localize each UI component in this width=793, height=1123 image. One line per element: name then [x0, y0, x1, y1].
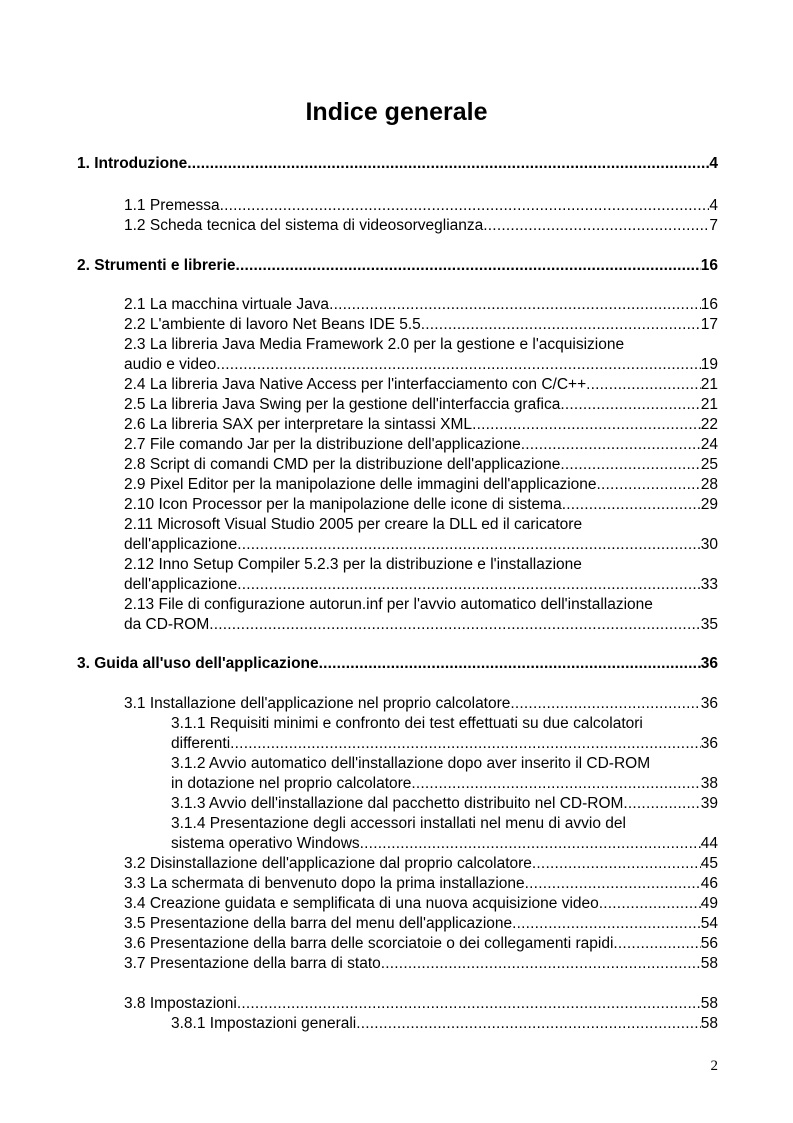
- toc-entry-page: 38: [700, 775, 718, 792]
- toc-entry-first-line: 3.1.2 Avvio automatico dell'installazione dopo aver inserito il CD-ROM: [171, 755, 651, 772]
- toc-leader-dots: [597, 475, 701, 495]
- toc-entry-label: differenti: [171, 735, 231, 752]
- toc-entry-label: 2.8 Script di comandi CMD per la distribuzione dell'applicazione: [124, 456, 561, 473]
- toc-entry-page: 36: [700, 655, 718, 672]
- toc-entry-page: 35: [700, 616, 718, 633]
- toc-entry-2-11[interactable]: [124, 515, 718, 555]
- toc-entry-2-9[interactable]: [124, 475, 718, 495]
- toc-leader-dots: [411, 774, 700, 794]
- toc-entry-page: 17: [700, 316, 718, 333]
- toc-entry-label: 2.5 La libreria Java Swing per la gestione dell'interfaccia grafica: [124, 396, 561, 413]
- toc-entry-label: 3.8 Impostazioni: [124, 995, 237, 1012]
- toc-entry-2-10[interactable]: [124, 495, 718, 515]
- toc-entry-label: da CD-ROM: [124, 616, 210, 633]
- toc-entry-first-line: 3.1.4 Presentazione degli accessori installati nel menu di avvio del: [171, 815, 626, 832]
- toc-entry-3-1[interactable]: [124, 694, 718, 714]
- toc-entry-2-6[interactable]: [124, 415, 718, 435]
- toc-entry-page: 58: [700, 955, 718, 972]
- toc-entry-2-4[interactable]: [124, 375, 718, 395]
- toc-leader-dots: [216, 355, 701, 375]
- toc-entry-page: 33: [700, 576, 718, 593]
- toc-entry-3-3[interactable]: [124, 874, 718, 894]
- toc-leader-dots: [237, 994, 701, 1014]
- toc-entry-3-1-3[interactable]: [171, 794, 718, 814]
- toc-entry-2-3[interactable]: [124, 335, 718, 375]
- toc-entry-page: 16: [700, 257, 718, 274]
- toc-entry-label: 2.4 La libreria Java Native Access per l'interfacciamento con C/C++: [124, 376, 587, 393]
- toc-entry-3-7[interactable]: [124, 954, 718, 974]
- toc-leader-dots: [613, 934, 700, 954]
- toc-leader-dots: [421, 315, 701, 335]
- toc-entry-3-1-4[interactable]: [171, 814, 718, 854]
- toc-leader-dots: [356, 1014, 700, 1034]
- toc-entry-label: 3.3 La schermata di benvenuto dopo la prima installazione: [124, 875, 525, 892]
- toc-entry-label: dell'applicazione: [124, 536, 238, 553]
- toc-entry-page: 21: [700, 396, 718, 413]
- toc-entry-page: 58: [700, 995, 718, 1012]
- toc-leader-dots: [586, 375, 701, 395]
- toc-leader-dots: [510, 694, 700, 714]
- toc-entry-3-6[interactable]: [124, 934, 718, 954]
- toc-entry-2-7[interactable]: [124, 435, 718, 455]
- toc-entry-page: 56: [700, 935, 718, 952]
- toc-entry-page: 58: [700, 1015, 718, 1032]
- toc-entry-page: 4: [709, 155, 718, 172]
- toc-entry-label: 2.1 La macchina virtuale Java: [124, 296, 330, 313]
- toc-entry-label: 2.10 Icon Processor per la manipolazione delle icone di sistema: [124, 496, 562, 513]
- toc-entry-page: 4: [709, 197, 718, 214]
- toc-leader-dots: [623, 794, 700, 814]
- toc-entry-first-line: 2.3 La libreria Java Media Framework 2.0 per la gestione e l'acquisizione: [124, 336, 625, 353]
- toc-entry-label: dell'applicazione: [124, 576, 238, 593]
- toc-entry-label: 2.2 L'ambiente di lavoro Net Beans IDE 5.5: [124, 316, 421, 333]
- toc-entry-2-12[interactable]: [124, 555, 718, 595]
- toc-entry-page: 19: [700, 356, 718, 373]
- toc-leader-dots: [236, 256, 701, 276]
- toc-entry-label: 3.8.1 Impostazioni generali: [171, 1015, 357, 1032]
- toc-entry-page: 29: [700, 496, 718, 513]
- toc-entry-page: 16: [700, 296, 718, 313]
- toc-entry-2-1[interactable]: [124, 295, 718, 315]
- toc-entry-page: 39: [700, 795, 718, 812]
- toc-leader-dots: [319, 654, 701, 674]
- page-number: 2: [710, 1058, 718, 1074]
- toc-entry-label: audio e video: [124, 356, 217, 373]
- toc-leader-dots: [230, 734, 701, 754]
- toc-entry-chapter-3[interactable]: [77, 654, 718, 674]
- toc-entry-label: 3.2 Disinstallazione dell'applicazione dal proprio calcolatore: [124, 855, 532, 872]
- toc-entry-page: 28: [700, 476, 718, 493]
- toc-entry-page: 45: [700, 855, 718, 872]
- toc-entry-label: 3. Guida all'uso dell'applicazione: [77, 655, 319, 672]
- toc-entry-first-line: 2.11 Microsoft Visual Studio 2005 per creare la DLL ed il caricatore: [124, 516, 583, 533]
- toc-leader-dots: [599, 894, 701, 914]
- toc-entry-first-line: 2.12 Inno Setup Compiler 5.2.3 per la distribuzione e l'installazione: [124, 556, 582, 573]
- toc-entry-label: 3.4 Creazione guidata e semplificata di una nuova acquisizione video: [124, 895, 599, 912]
- toc-entry-label: 2.7 File comando Jar per la distribuzione dell'applicazione: [124, 436, 521, 453]
- toc-entry-3-5[interactable]: [124, 914, 718, 934]
- toc-entry-3-4[interactable]: [124, 894, 718, 914]
- toc-leader-dots: [562, 495, 701, 515]
- toc-entry-2-13[interactable]: [124, 595, 718, 635]
- toc-entry-page: 21: [700, 376, 718, 393]
- toc-leader-dots: [472, 415, 701, 435]
- toc-entry-chapter-1[interactable]: [77, 154, 718, 174]
- toc-entry-3-1-2[interactable]: [171, 754, 718, 794]
- toc-entry-label: 1. Introduzione: [77, 155, 188, 172]
- toc-entry-page: 44: [700, 835, 718, 852]
- toc-entry-label: 2.9 Pixel Editor per la manipolazione delle immagini dell'applicazione: [124, 476, 597, 493]
- page-title: Indice generale: [305, 98, 488, 126]
- toc-entry-1-2[interactable]: [124, 216, 718, 236]
- toc-entry-label: 3.7 Presentazione della barra di stato: [124, 955, 381, 972]
- toc-entry-page: 46: [700, 875, 718, 892]
- toc-entry-label: 3.6 Presentazione della barra delle scorciatoie o dei collegamenti rapidi: [124, 935, 614, 952]
- toc-entry-3-1-1[interactable]: [171, 714, 718, 754]
- toc-entry-page: 54: [700, 915, 718, 932]
- toc-entry-label: 3.1 Installazione dell'applicazione nel proprio calcolatore: [124, 695, 511, 712]
- toc-entry-3-8[interactable]: [124, 994, 718, 1014]
- toc-entry-label: 1.2 Scheda tecnica del sistema di videosorveglianza: [124, 217, 484, 234]
- toc-leader-dots: [381, 954, 701, 974]
- toc-entry-2-8[interactable]: [124, 455, 718, 475]
- toc-entry-label: in dotazione nel proprio calcolatore: [171, 775, 412, 792]
- toc-entry-page: 7: [709, 217, 718, 234]
- toc-entry-first-line: 2.13 File di configurazione autorun.inf per l'avvio automatico dell'installazione: [124, 596, 653, 613]
- toc-entry-2-2[interactable]: [124, 315, 718, 335]
- toc-entry-label: 3.5 Presentazione della barra del menu dell'applicazione: [124, 915, 513, 932]
- toc-entry-page: 30: [700, 536, 718, 553]
- toc-leader-dots: [237, 535, 700, 555]
- toc-leader-dots: [209, 615, 700, 635]
- toc-leader-dots: [237, 575, 700, 595]
- toc-entry-chapter-2[interactable]: [77, 256, 718, 276]
- toc-entry-1-1[interactable]: [124, 196, 718, 216]
- toc-leader-dots: [220, 196, 710, 216]
- toc-entry-label: 2. Strumenti e librerie: [77, 257, 236, 274]
- toc-entry-first-line: 3.1.1 Requisiti minimi e confronto dei test effettuati su due calcolatori: [171, 715, 643, 732]
- toc-entry-label: sistema operativo Windows: [171, 835, 360, 852]
- toc-leader-dots: [512, 914, 701, 934]
- toc-entry-2-5[interactable]: [124, 395, 718, 415]
- toc-entry-3-2[interactable]: [124, 854, 718, 874]
- toc-leader-dots: [525, 874, 701, 894]
- toc-leader-dots: [532, 854, 701, 874]
- toc-leader-dots: [483, 216, 709, 236]
- toc-leader-dots: [329, 295, 701, 315]
- toc-entry-label: 1.1 Premessa: [124, 197, 220, 214]
- toc-leader-dots: [521, 435, 701, 455]
- toc-leader-dots: [187, 154, 709, 174]
- toc-entry-3-8-1[interactable]: [171, 1014, 718, 1034]
- toc-entry-label: 2.6 La libreria SAX per interpretare la sintassi XML: [124, 416, 473, 433]
- toc-entry-page: 24: [700, 436, 718, 453]
- toc-leader-dots: [560, 455, 700, 475]
- toc-entry-page: 25: [700, 456, 718, 473]
- toc-entry-page: 36: [700, 695, 718, 712]
- toc-leader-dots: [560, 395, 700, 415]
- toc-entry-page: 36: [700, 735, 718, 752]
- toc-entry-page: 49: [700, 895, 718, 912]
- toc-entry-label: 3.1.3 Avvio dell'installazione dal pacchetto distribuito nel CD-ROM: [171, 795, 624, 812]
- toc-leader-dots: [360, 834, 701, 854]
- toc-entry-page: 22: [700, 416, 718, 433]
